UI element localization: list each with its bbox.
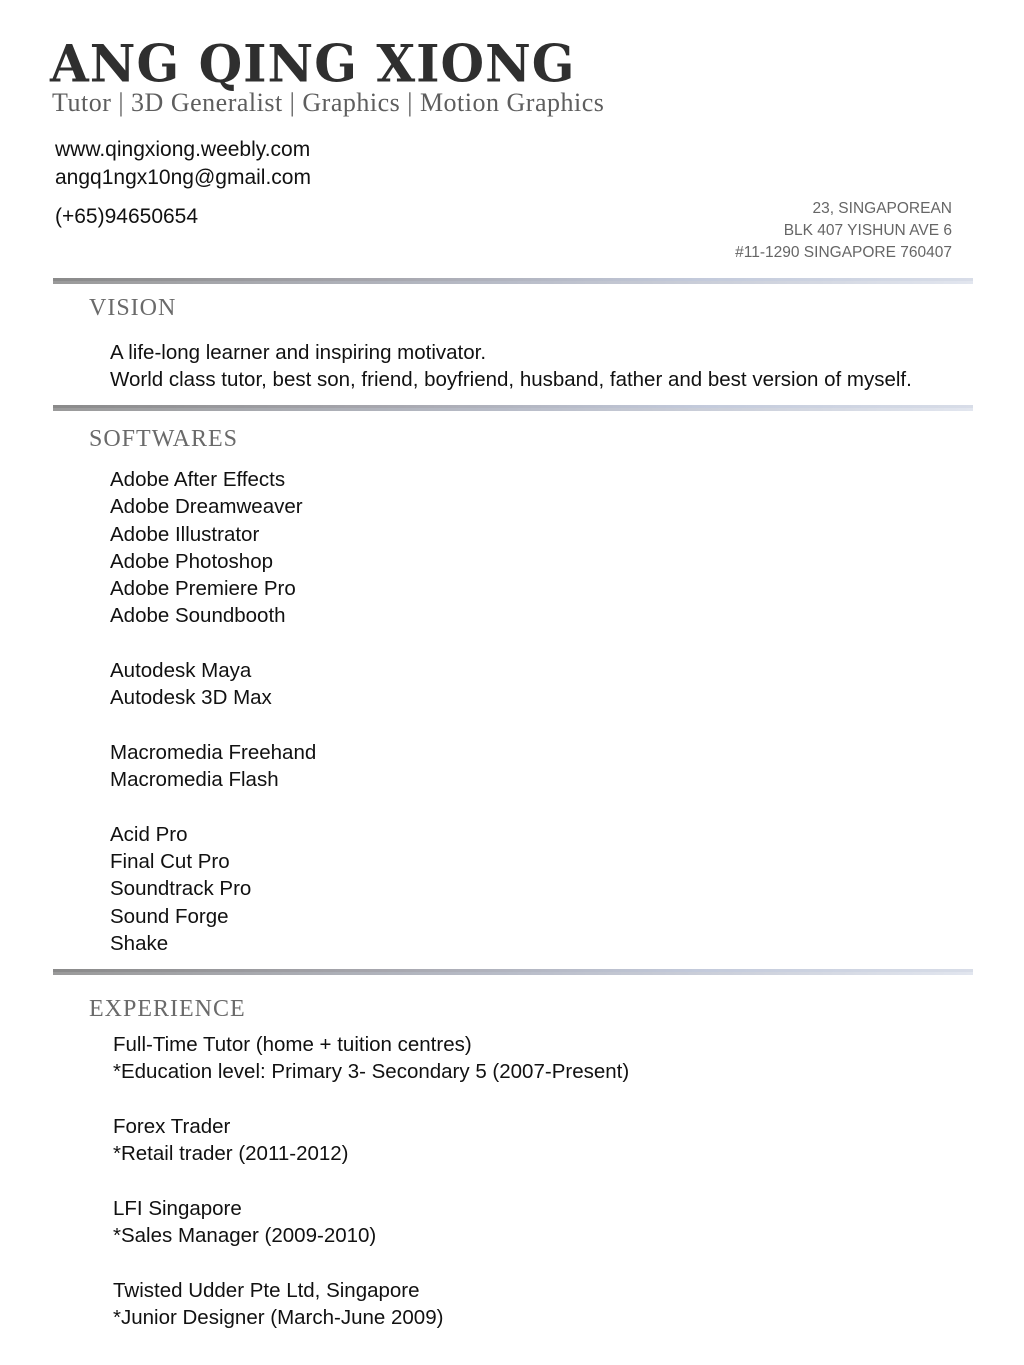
software-item: Final Cut Pro	[110, 850, 230, 874]
experience-spacer	[113, 1086, 629, 1113]
software-item: Shake	[110, 932, 169, 956]
software-item: Acid Pro	[110, 822, 188, 846]
software-item: Adobe Soundbooth	[110, 604, 286, 628]
vision-heading: VISION	[89, 295, 177, 321]
vision-line: A life-long learner and inspiring motivator.	[110, 341, 487, 364]
experience-spacer	[113, 1167, 629, 1194]
software-item: Adobe Photoshop	[110, 549, 273, 573]
software-item: Macromedia Freehand	[110, 740, 317, 764]
experience-heading: EXPERIENCE	[89, 996, 246, 1022]
software-item: Sound Forge	[110, 904, 229, 928]
software-item: Autodesk Maya	[110, 659, 252, 683]
software-item: Autodesk 3D Max	[110, 686, 272, 710]
experience-item: *Retail trader (2011-2012)	[113, 1142, 349, 1166]
experience-item: *Sales Manager (2009-2010)	[113, 1224, 377, 1248]
experience-item: *Junior Designer (March-June 2009)	[113, 1305, 444, 1329]
experience-item: Twisted Udder Pte Ltd, Singapore	[113, 1278, 420, 1302]
website-link[interactable]: www.qingxiong.weebly.com	[55, 138, 311, 161]
software-item: Adobe After Effects	[110, 468, 286, 491]
address-line-2: BLK 407 YISHUN AVE 6	[783, 222, 952, 239]
experience-item: *Education level: Primary 3- Secondary 5 (2007-Present)	[113, 1060, 630, 1084]
vision-line: World class tutor, best son, friend, boyfriend, husband, father and best version of myself.	[110, 368, 912, 392]
phone-number: (+65)94650654	[55, 205, 199, 228]
experience-item: Full-Time Tutor (home + tuition centres)	[113, 1033, 472, 1056]
experience-list	[113, 1031, 629, 1331]
experience-item: Forex Trader	[113, 1114, 231, 1138]
software-item: Soundtrack Pro	[110, 877, 252, 901]
address-line-3: #11-1290 SINGAPORE 760407	[735, 244, 952, 261]
experience-item: LFI Singapore	[113, 1196, 242, 1220]
section-divider	[53, 405, 973, 411]
software-spacer	[110, 794, 316, 821]
experience-spacer	[113, 1249, 629, 1276]
email-link[interactable]: angq1ngx10ng@gmail.com	[55, 166, 311, 189]
section-divider	[53, 969, 973, 975]
software-item: Adobe Premiere Pro	[110, 577, 296, 601]
softwares-list	[110, 466, 316, 957]
software-item: Adobe Illustrator	[110, 522, 260, 546]
address-line-1: 23, SINGAPOREAN	[812, 200, 952, 217]
softwares-heading: SOFTWARES	[89, 426, 239, 452]
software-item: Adobe Dreamweaver	[110, 495, 303, 519]
software-item: Macromedia Flash	[110, 768, 279, 792]
software-spacer	[110, 712, 316, 739]
resume-name: ANG QING XIONG	[50, 33, 576, 94]
resume-tagline: Tutor | 3D Generalist | Graphics | Motion Graphics	[52, 88, 605, 117]
section-divider	[53, 278, 973, 284]
software-spacer	[110, 630, 316, 657]
vision-text	[110, 339, 912, 394]
